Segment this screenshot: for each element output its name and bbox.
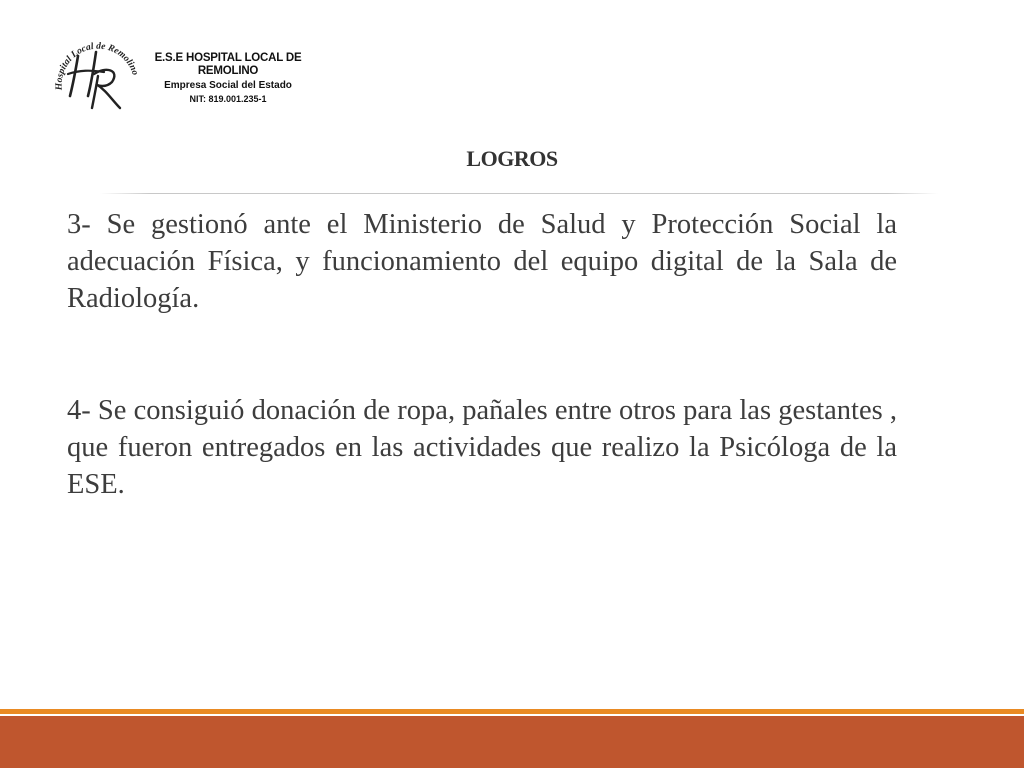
footer-accent-bar-thin [0,709,1024,714]
organization-subtitle: Empresa Social del Estado [164,80,292,92]
footer-accent-bar [0,716,1024,768]
achievement-paragraph-3: 3- Se gestionó ante el Ministerio de Salud y Protección Social la adecuación Física, y funcionamiento del equipo digital de la Sala de Radiología. [67,209,897,314]
organization-nit: NIT: 819.001.235-1 [189,93,267,104]
svg-text:Hospital Local de Remolino E.S: Hospital Local de Remolino [54,41,140,91]
organization-name: E.S.E HOSPITAL LOCAL DE REMOLINO [154,52,302,78]
organization-block [128,52,328,104]
achievement-paragraph-4: 4- Se consiguió donación de ropa, pañales entre otros para las gestantes , que fueron entregados en las actividades que realizo la Psicóloga de la ESE. [67,395,897,500]
title-divider [100,193,938,194]
slide-title: LOGROS [466,146,558,171]
